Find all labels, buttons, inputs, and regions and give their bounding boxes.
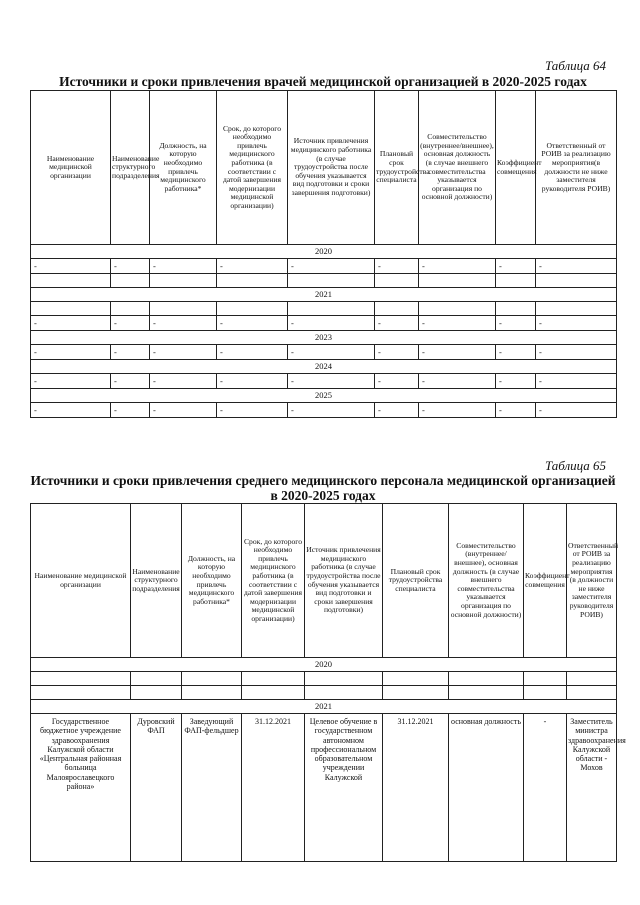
t65-year-row: 2021 <box>31 700 617 714</box>
table-row: - - - - - - - - - <box>31 259 617 274</box>
t64-year-row: 2024 <box>31 360 617 374</box>
t64-header-org: Наименование медицинской организации <box>31 91 111 245</box>
table-row <box>31 714 617 862</box>
t65-header-responsible: Ответственный от РОИВ за реализацию мероприятия (в должности не ниже заместителя руководителя РОИВ) <box>567 504 617 658</box>
table-65-title: Источники и сроки привлечения среднего медицинского персонала медицинской организацией в 2020-2025 годах <box>30 473 616 503</box>
t65-cell-deadline: 31.12.2021 <box>242 714 305 862</box>
table-65 <box>30 503 626 862</box>
t65-header-planned: Плановый срок трудоустройства специалиста <box>383 504 449 658</box>
table-64-label: Таблица 64 <box>545 58 607 73</box>
t64-header-coef: Коэффициент совмещения <box>496 91 536 245</box>
t65-cell-position: Заведующий ФАП-фельдшер <box>182 714 242 862</box>
t64-year-row: 2020 <box>31 245 617 259</box>
t65-header-org: Наименование медицинской организации <box>31 504 131 658</box>
t65-cell-responsible: Заместитель министра здравоохранения Калужской области - Мохов <box>567 714 617 862</box>
t64-header-deadline: Срок, до которого необходимо привлечь медицинского работника (в соответствии с датой завершения модернизации медицинской организации) <box>217 91 288 245</box>
table-65-label: Таблица 65 <box>545 458 607 473</box>
table-row: - - - - - - - - - <box>31 345 617 360</box>
table-row: - - - - - - - - - <box>31 316 617 331</box>
t65-cell-combination: основная должность <box>449 714 524 862</box>
t65-year-row: 2020 <box>31 658 617 672</box>
t65-cell-unit: Дуровский ФАП <box>131 714 182 862</box>
t64-header-position: Должность, на которую необходимо привлечь медицинского работника* <box>150 91 217 245</box>
table-row: - - - - - - - - - <box>31 374 617 389</box>
t64-header-responsible: Ответственный от РОИВ за реализацию мероприятия(в должности не ниже заместителя руководителя РОИВ) <box>536 91 617 245</box>
table-64 <box>30 90 617 418</box>
t65-header-position: Должность, на которую необходимо привлечь медицинского работника* <box>182 504 242 658</box>
table-64-title: Источники и сроки привлечения врачей медицинской организацией в 2020-2025 годах <box>59 74 587 89</box>
t64-header-planned: Плановый срок трудоустройства специалиста <box>375 91 419 245</box>
t64-year-row: 2023 <box>31 331 617 345</box>
t65-cell-org: Государственное бюджетное учреждение здравоохранения Калужской области «Центральная районная больница Малоярославецкого района» <box>31 714 131 862</box>
t64-year-row: 2025 <box>31 389 617 403</box>
t65-header-coef: Коэффициент совмещения <box>524 504 567 658</box>
t65-header-source: Источник привлечения медицинского работника (в случае трудоустройства после обучения указывается вид подготовки и сроки завершения подготовки) <box>305 504 383 658</box>
t65-header-unit: Наименование структурного подразделения <box>131 504 182 658</box>
t65-cell-planned: 31.12.2021 <box>383 714 449 862</box>
table-row: - - - - - - - - - <box>31 403 617 418</box>
t64-header-unit: Наименование структурного подразделения <box>111 91 150 245</box>
t64-header-combination: Совместительство (внутреннее/внешнее), основная должность (в случае внешнего совместительства указывается организация по основной должности) <box>419 91 496 245</box>
t65-cell-coef: - <box>524 714 567 862</box>
t65-cell-source: Целевое обучение в государственном автономном профессиональном образовательном учреждении Калужской <box>305 714 383 862</box>
t65-header-combination: Совместительство (внутреннее/внешнее), основная должность (в случае внешнего совместительства указывается организация по основной должности) <box>449 504 524 658</box>
t65-header-deadline: Срок, до которого необходимо привлечь медицинского работника (в соответствии с датой завершения модернизации медицинской организации) <box>242 504 305 658</box>
t64-header-source: Источник привлечения медицинского работника (в случае трудоустройства после обучения указывается вид подготовки и сроки завершения подготовки) <box>288 91 375 245</box>
t64-year-row: 2021 <box>31 288 617 302</box>
